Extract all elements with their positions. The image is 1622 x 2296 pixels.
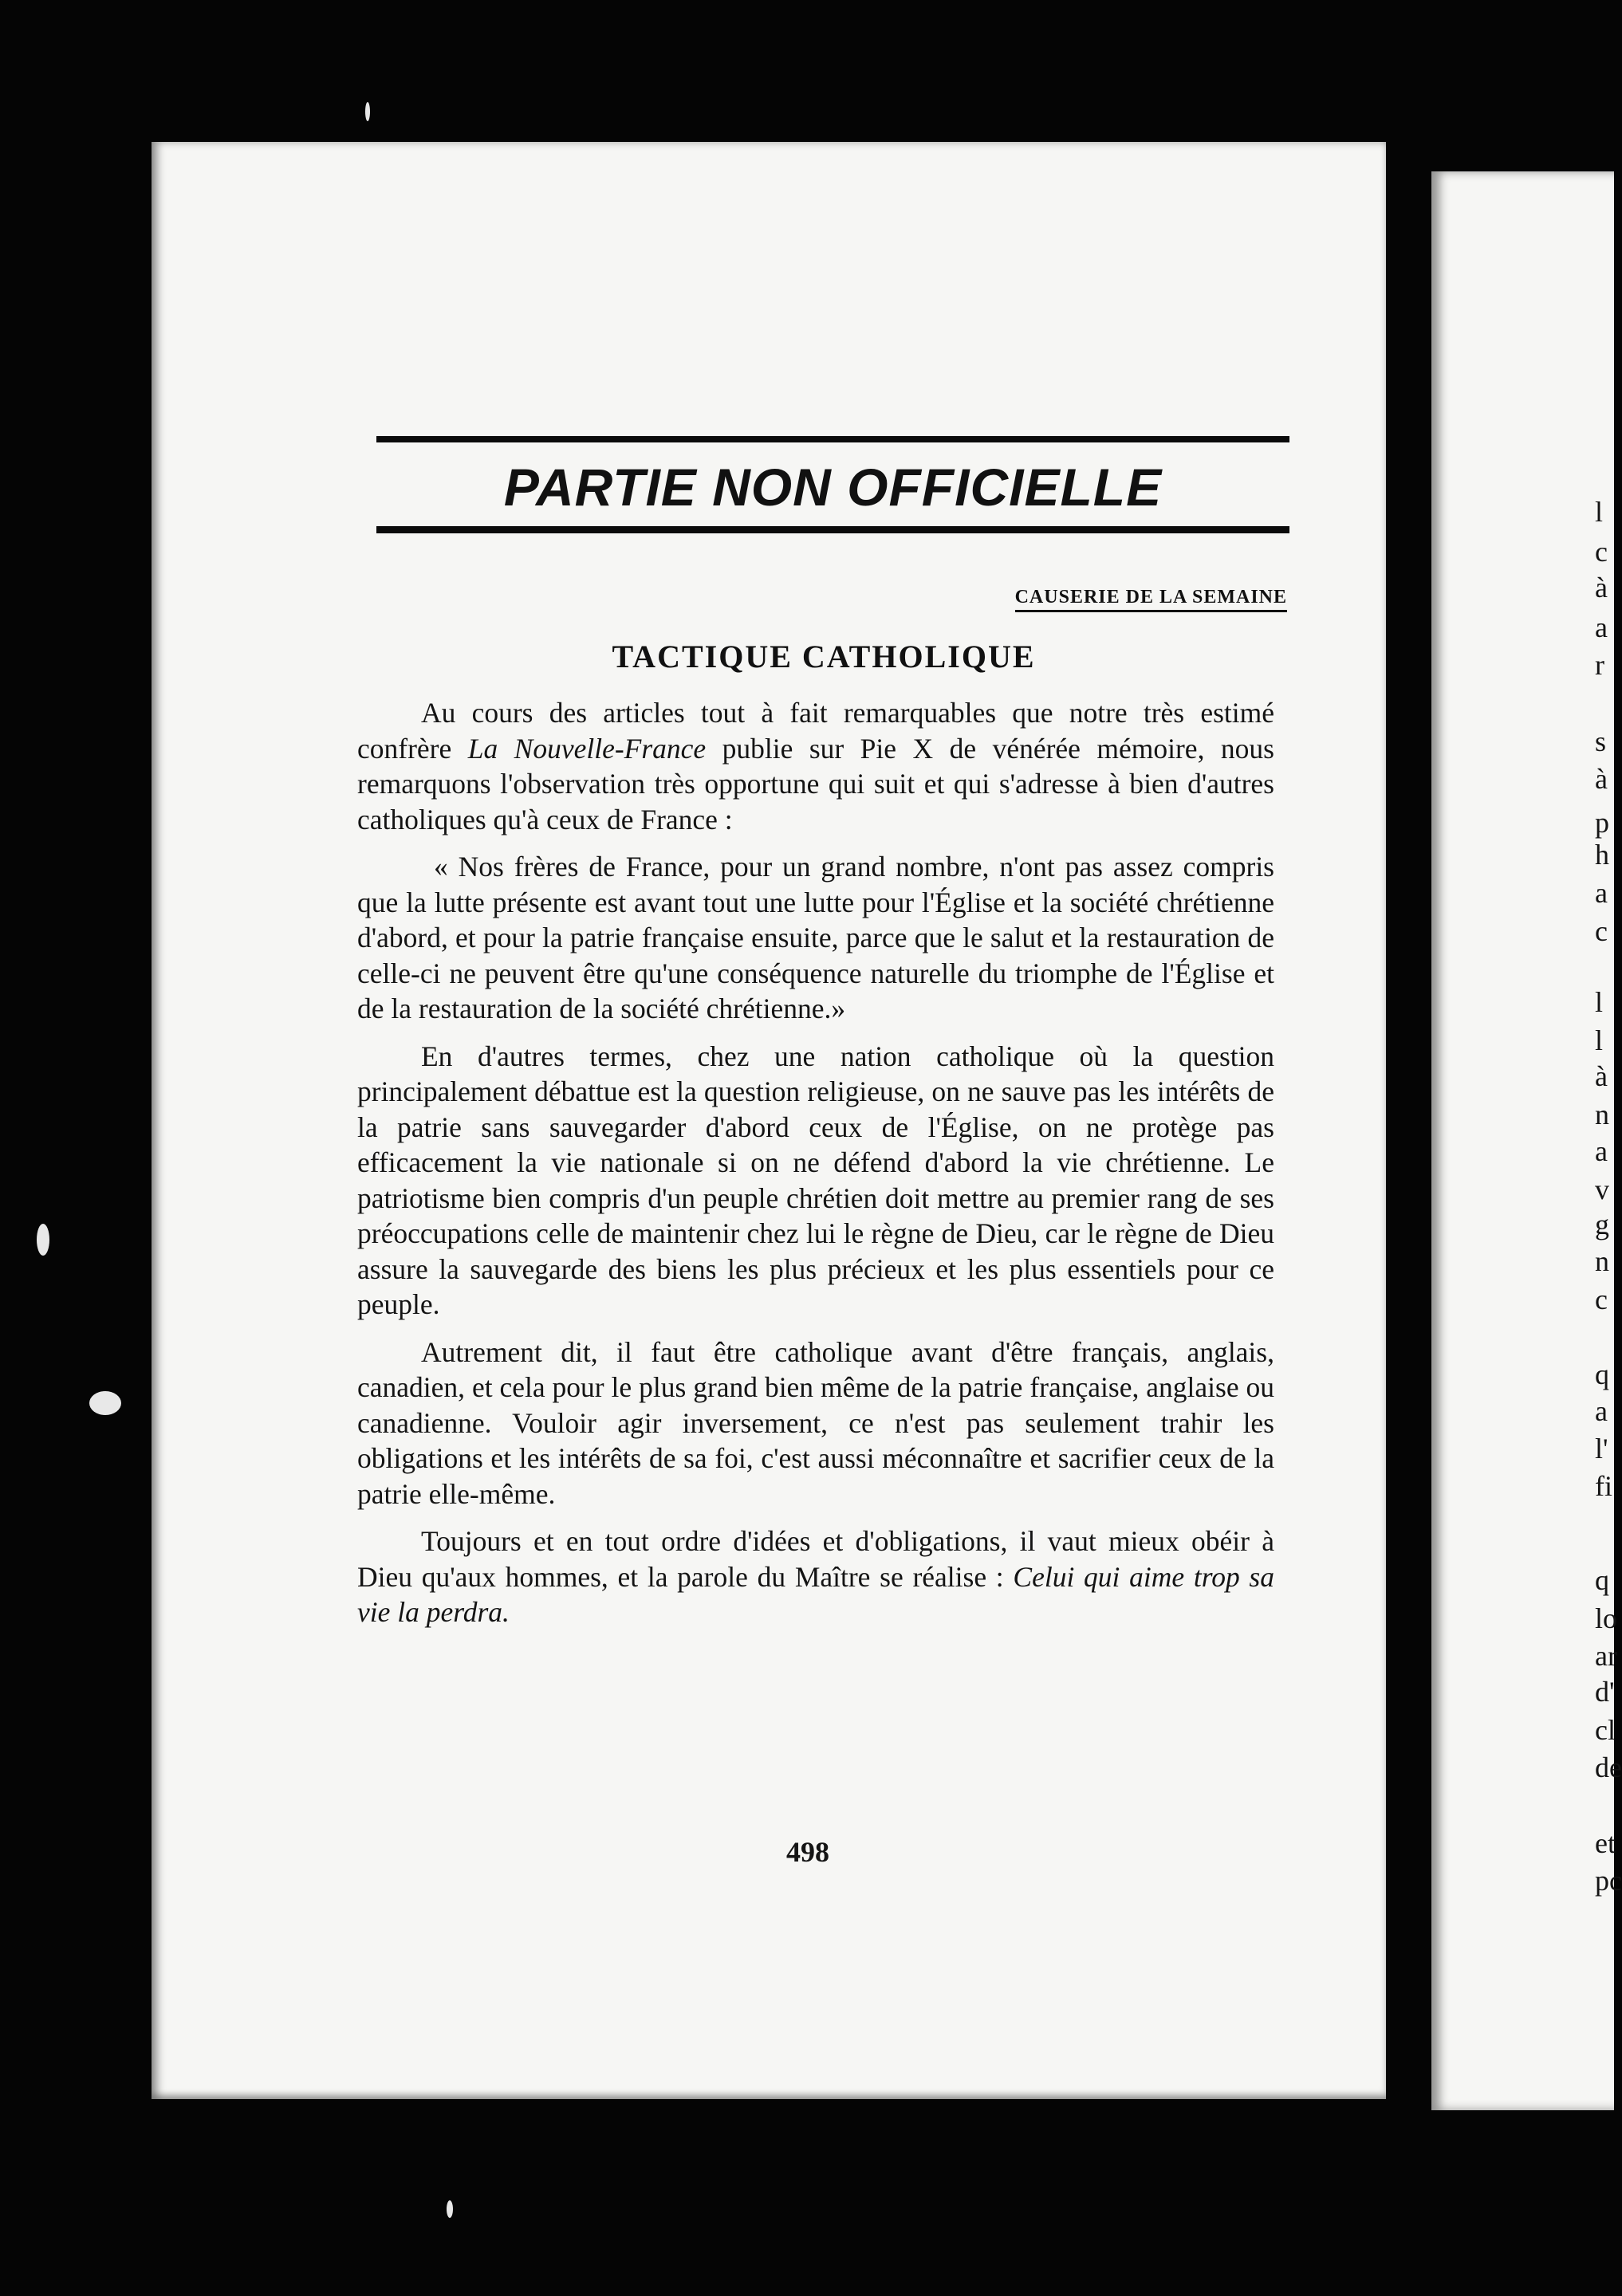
right-fragment: v	[1595, 1174, 1609, 1205]
scan-speck	[37, 1224, 49, 1256]
right-fragment: h	[1595, 839, 1609, 871]
right-fragment: pc	[1595, 1865, 1622, 1897]
right-fragment: lo	[1595, 1602, 1618, 1634]
right-fragment: fi	[1595, 1470, 1612, 1502]
right-fragment: d'	[1595, 1676, 1615, 1708]
paragraph-1-text-b: publie sur Pie X de vénérée mémoire, nous remarquons l'observation très opportune qui suit et qui s'adresse à bien d'autres catholiques qu'à ceux de France :	[357, 732, 1274, 835]
right-fragment: à	[1595, 763, 1608, 795]
scan-speck	[447, 2200, 453, 2218]
scan-speck	[89, 1391, 121, 1415]
quotation-paragraph: « Nos frères de France, pour un grand nombre, n'ont pas assez compris que la lutte présente est avant tout une lutte pour l'Église et la société chrétienne d'abord, et pour la patrie française ensuite, parce que le salut et la restauration de celle-ci ne peuvent être qu'une conséquence naturelle du triomphe de l'Église et de la restauration de la société chrétienne.»	[357, 851, 1274, 1024]
right-fragment: s	[1595, 725, 1607, 757]
banner-top-rule	[376, 436, 1289, 442]
article-title: TACTIQUE CATHOLIQUE	[612, 639, 1036, 674]
right-fragment: c	[1595, 536, 1608, 568]
paragraph-1	[357, 695, 1274, 837]
right-fragment: l	[1595, 496, 1604, 528]
right-fragment: a	[1595, 1395, 1608, 1427]
right-page-edge	[1431, 171, 1614, 2110]
banner-heading: PARTIE NON OFFICIELLE	[503, 458, 1163, 517]
right-fragment: a	[1595, 877, 1608, 909]
paragraph-4: Autrement dit, il faut être catholique avant d'être français, anglais, canadien, et cela pour le plus grand bien même de la patrie française, anglaise ou canadienne. Vouloir agir inversement, ce n'est pas seulement trahir les obligations et les intérêts de sa foi, c'est aussi méconnaître et sacrifier ceux de la patrie elle-même.	[357, 1335, 1274, 1510]
right-fragment: n	[1595, 1099, 1609, 1130]
right-fragment: g	[1595, 1209, 1609, 1240]
right-fragment: ar	[1595, 1640, 1617, 1672]
right-fragment: n	[1595, 1245, 1609, 1277]
paragraph-5-text: Toujours et en tout ordre d'idées et d'obligations, il vaut mieux obéir à Dieu qu'aux hommes, et la parole du Maître se réalise :	[357, 1525, 1274, 1593]
paragraph-5	[357, 1523, 1274, 1630]
right-fragment: c	[1595, 915, 1608, 947]
section-label: CAUSERIE DE LA SEMAINE	[1015, 587, 1287, 612]
page-number: 498	[786, 1836, 829, 1868]
right-fragment: à	[1595, 572, 1608, 603]
article-body	[357, 695, 1274, 1642]
right-fragment: r	[1595, 649, 1604, 681]
right-fragment: q	[1595, 1358, 1609, 1390]
banner-bottom-rule	[376, 526, 1289, 533]
right-fragment: l'	[1595, 1433, 1608, 1464]
right-fragment: de	[1595, 1751, 1622, 1783]
right-fragment: c	[1595, 1284, 1608, 1315]
right-fragment: cl	[1595, 1714, 1616, 1746]
paragraph-1-text-a: Au cours des articles tout à fait remarquables que notre très estimé confrère	[357, 697, 1274, 765]
right-fragment: a	[1595, 1135, 1608, 1167]
right-fragment: p	[1595, 807, 1609, 839]
right-fragment: a	[1595, 611, 1608, 643]
scan-speck	[365, 102, 370, 121]
closing-quotation: Celui qui aime trop sa vie la perdra.	[357, 1560, 1274, 1628]
right-fragment: et	[1595, 1827, 1616, 1859]
paragraph-3: En d'autres termes, chez une nation catholique où la question principalement débattue est la question religieuse, on ne sauve pas les intérêts de la patrie sans sauvegarder d'abord ceux de l'Église, on ne protège pas efficacement la vie nationale si on ne défend d'abord la vie chrétienne. Le patriotisme bien compris d'un peuple chrétien doit mettre au premier rang de ses préoccupations celle de maintenir chez lui le règne de Dieu, car le règne de Dieu assure la sauvegarde des biens les plus précieux et les plus essentiels pour ce peuple.	[357, 1040, 1274, 1320]
publication-title: La Nouvelle-France	[467, 732, 707, 765]
right-fragment: q	[1595, 1564, 1609, 1596]
right-fragment: l	[1595, 986, 1604, 1018]
right-fragment: à	[1595, 1060, 1608, 1092]
right-fragment: l	[1595, 1024, 1604, 1056]
